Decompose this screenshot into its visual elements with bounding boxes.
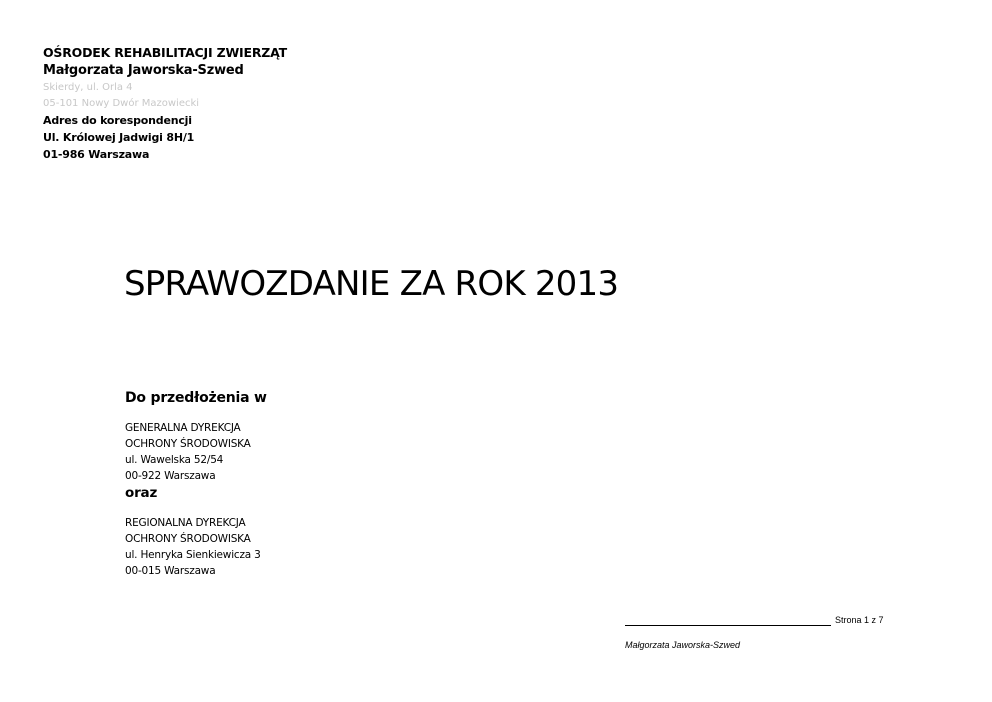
recipient-line: 00-922 Warszawa — [125, 470, 216, 482]
correspondence-city: 01-986 Warszawa — [43, 148, 150, 161]
connector-oraz: oraz — [125, 485, 158, 501]
recipient-regional-directorate — [125, 515, 525, 579]
recipient-line: ul. Henryka Sienkiewicza 3 — [125, 549, 261, 561]
sender-header — [43, 44, 443, 163]
owner-name: Małgorzata Jaworska-Szwed — [43, 63, 244, 78]
address-city: 05-101 Nowy Dwór Mazowiecki — [43, 98, 200, 109]
recipient-line: GENERALNA DYREKCJA — [125, 422, 241, 434]
report-title: SPRAWOZDANIE ZA ROK 2013 — [124, 264, 619, 304]
footer-signature-name: Małgorzata Jaworska-Szwed — [625, 640, 741, 650]
page-number: Strona 1 z 7 — [835, 615, 884, 625]
organization-name: OŚRODEK REHABILITACJI ZWIERZĄT — [43, 45, 287, 60]
recipient-line: OCHRONY ŚRODOWISKA — [125, 533, 251, 545]
recipient-line: 00-015 Warszawa — [125, 565, 216, 577]
correspondence-street: Ul. Królowej Jadwigi 8H/1 — [43, 131, 195, 144]
recipients-block — [125, 388, 525, 579]
footer-rule-row — [625, 612, 955, 626]
recipient-line: OCHRONY ŚRODOWISKA — [125, 438, 251, 450]
recipient-line: REGIONALNA DYREKCJA — [125, 517, 246, 529]
submission-heading: Do przedłożenia w — [125, 390, 267, 406]
page-footer — [625, 612, 955, 651]
signature-rule — [625, 612, 831, 626]
recipient-general-directorate — [125, 420, 525, 484]
recipient-line: ul. Wawelska 52/54 — [125, 454, 224, 466]
correspondence-label: Adres do korespondencji — [43, 114, 192, 127]
address-street: Skierdy, ul. Orla 4 — [43, 82, 133, 93]
